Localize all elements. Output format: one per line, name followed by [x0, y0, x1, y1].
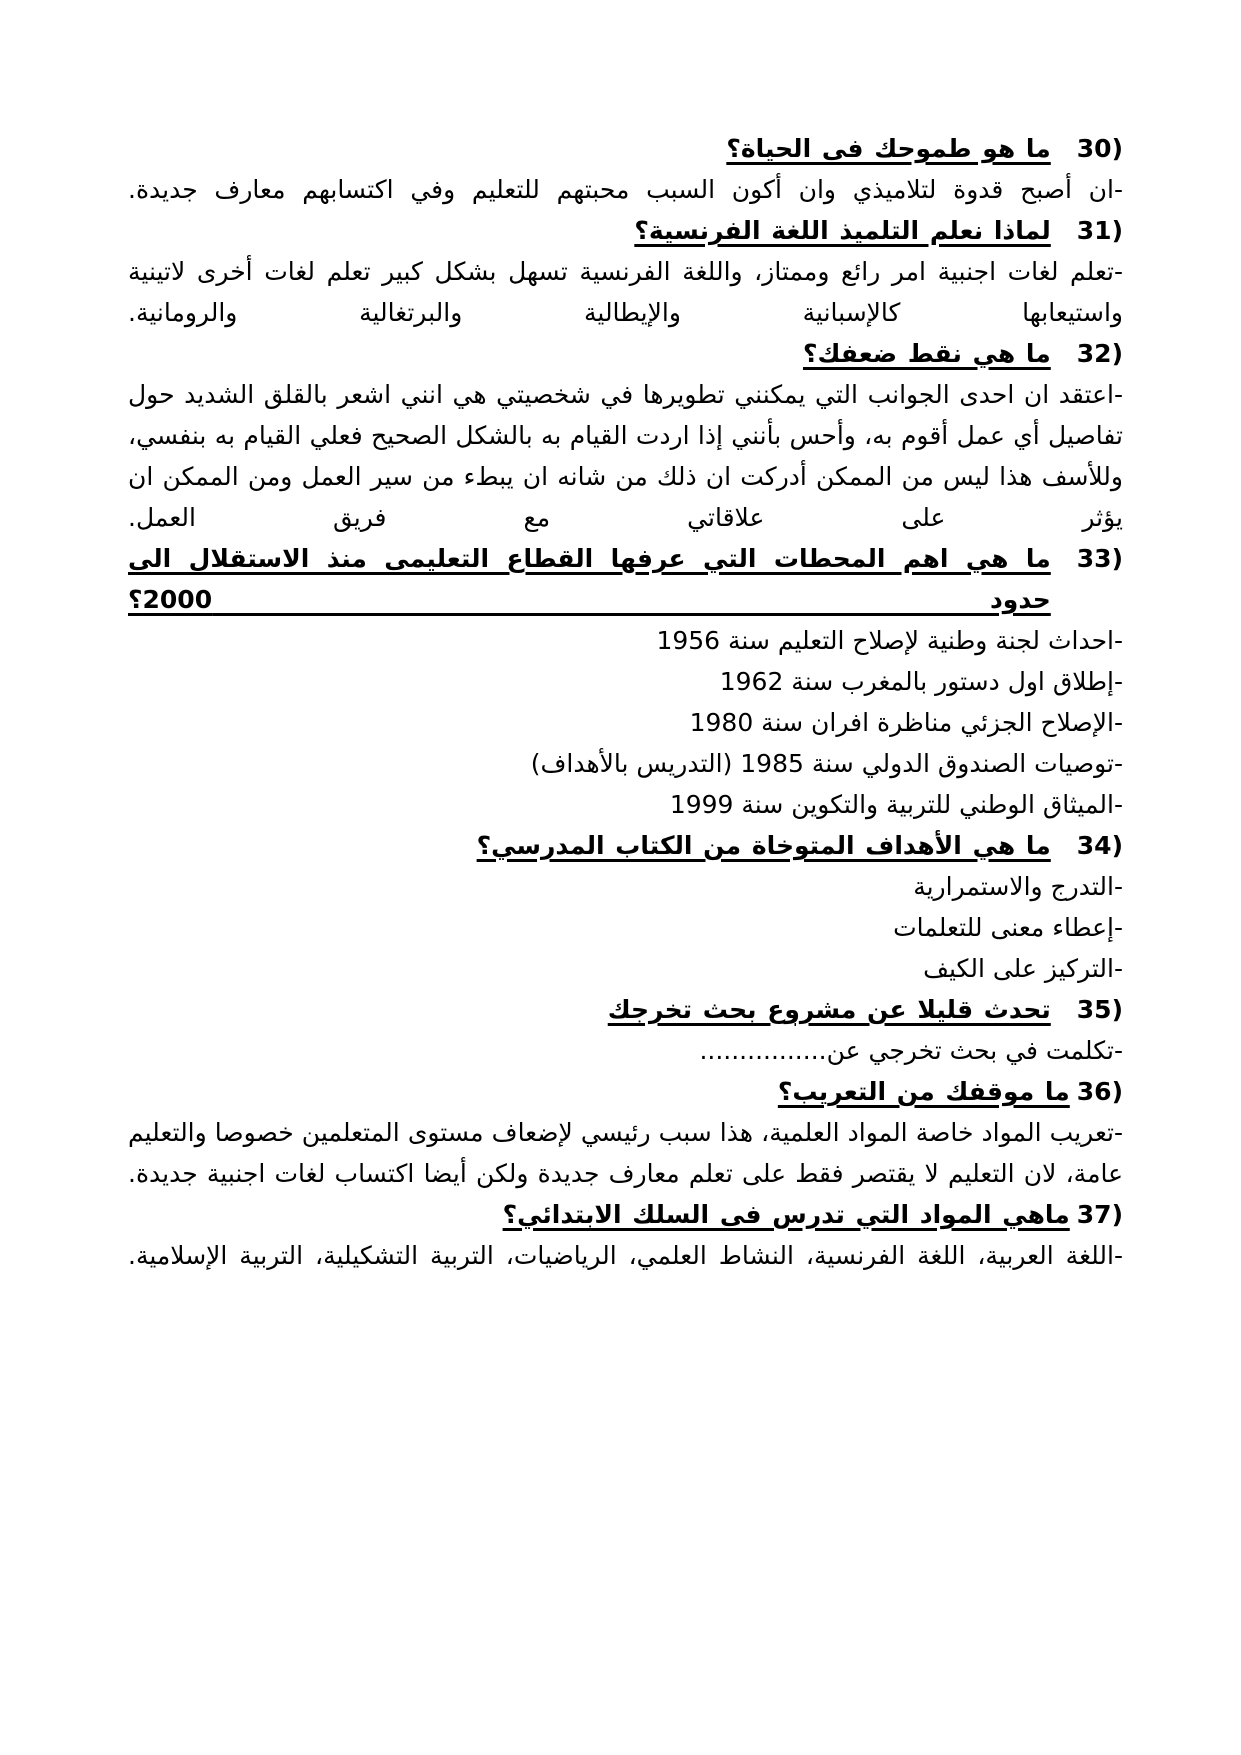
question-heading-36 [128, 1071, 1123, 1112]
bullet-33-4: -توصيات الصندوق الدولي سنة 1985 (التدريس بالأهداف) [530, 749, 1123, 778]
question-title-32: ما هي نقط ضعفك؟ [802, 339, 1051, 368]
document-body [128, 128, 1123, 1276]
bullet-34-2: -إعطاء معنى للتعلمات [893, 913, 1123, 942]
question-number-31: 31) [1076, 216, 1123, 245]
question-number-36: 36) [1076, 1077, 1123, 1106]
question-number-32: 32) [1076, 339, 1123, 368]
question-title-30: ما هو طموحك فى الحياة؟ [726, 134, 1051, 163]
bullet-33-2: -إطلاق اول دستور بالمغرب سنة 1962 [719, 667, 1123, 696]
question-heading-31 [128, 210, 1123, 251]
question-title-31: لماذا نعلم التلميذ اللغة الفرنسية؟ [634, 216, 1051, 245]
bullet-34-3: -التركيز على الكيف [923, 954, 1123, 983]
question-title-36: ما موقفك من التعريب؟ [777, 1077, 1070, 1106]
question-heading-32 [128, 333, 1123, 374]
bullet-33-1: -احداث لجنة وطنية لإصلاح التعليم سنة 1956 [656, 626, 1123, 655]
bullet-34-1: -التدرج والاستمرارية [913, 872, 1123, 901]
answer-35: -تكلمت في بحث تخرجي عن................ [699, 1036, 1123, 1065]
question-number-33: 33) [1076, 544, 1123, 573]
question-number-37: 37) [1076, 1200, 1123, 1229]
answer-32: -اعتقد ان احدى الجوانب التي يمكنني تطويرها في شخصيتي هي انني اشعر بالقلق الشديد حول تفاصيل أي عمل أقوم به، وأحس بأنني إذا اردت القيام به بالشكل الصحيح فعلي القيام به بنفسي، وللأسف هذا ليس من الممكن أدركت ان ذلك من شانه ان يبطء من سير العمل ومن الممكن ان يؤثر على علاقاتي مع فريق العمل. [128, 380, 1123, 532]
answer-36: -تعريب المواد خاصة المواد العلمية، هذا سبب رئيسي لإضعاف مستوى المتعلمين خصوصا والتعليم عامة، لان التعليم لا يقتصر فقط على تعلم معارف جديدة ولكن أيضا اكتساب لغات اجنبية جديدة. [128, 1118, 1123, 1188]
question-title-35: تحدث قليلا عن مشروع بحث تخرجك [607, 995, 1051, 1024]
question-number-35: 35) [1076, 995, 1123, 1024]
question-heading-33 [128, 538, 1123, 620]
question-heading-35 [128, 989, 1123, 1030]
question-number-34: 34) [1076, 831, 1123, 860]
question-number-30: 30) [1076, 134, 1123, 163]
answer-30: -ان أصبح قدوة لتلاميذي وان أكون السبب محبتهم للتعليم وفي اكتسابهم معارف جديدة. [128, 175, 1123, 204]
question-title-37: ماهي المواد التي تدرس فى السلك الابتدائي؟ [502, 1200, 1070, 1229]
bullet-33-5: -الميثاق الوطني للتربية والتكوين سنة 1999 [669, 790, 1123, 819]
question-heading-34 [128, 825, 1123, 866]
question-title-33: ما هي اهم المحطات التي عرفها القطاع التعليمى منذ الاستقلال الى حدود 2000؟ [128, 544, 1051, 614]
question-heading-30 [128, 128, 1123, 169]
answer-31: -تعلم لغات اجنبية امر رائع وممتاز، واللغة الفرنسية تسهل بشكل كبير تعلم لغات أخرى لاتينية واستيعابها كالإسبانية والإيطالية والبرتغالية والرومانية. [128, 257, 1123, 327]
answer-37: -اللغة العربية، اللغة الفرنسية، النشاط العلمي، الرياضيات، التربية التشكيلية، التربية الإسلامية. [128, 1241, 1123, 1270]
question-heading-37 [128, 1194, 1123, 1235]
bullet-33-3: -الإصلاح الجزئي مناظرة افران سنة 1980 [689, 708, 1123, 737]
question-title-34: ما هي الأهداف المتوخاة من الكتاب المدرسي؟ [476, 831, 1051, 860]
